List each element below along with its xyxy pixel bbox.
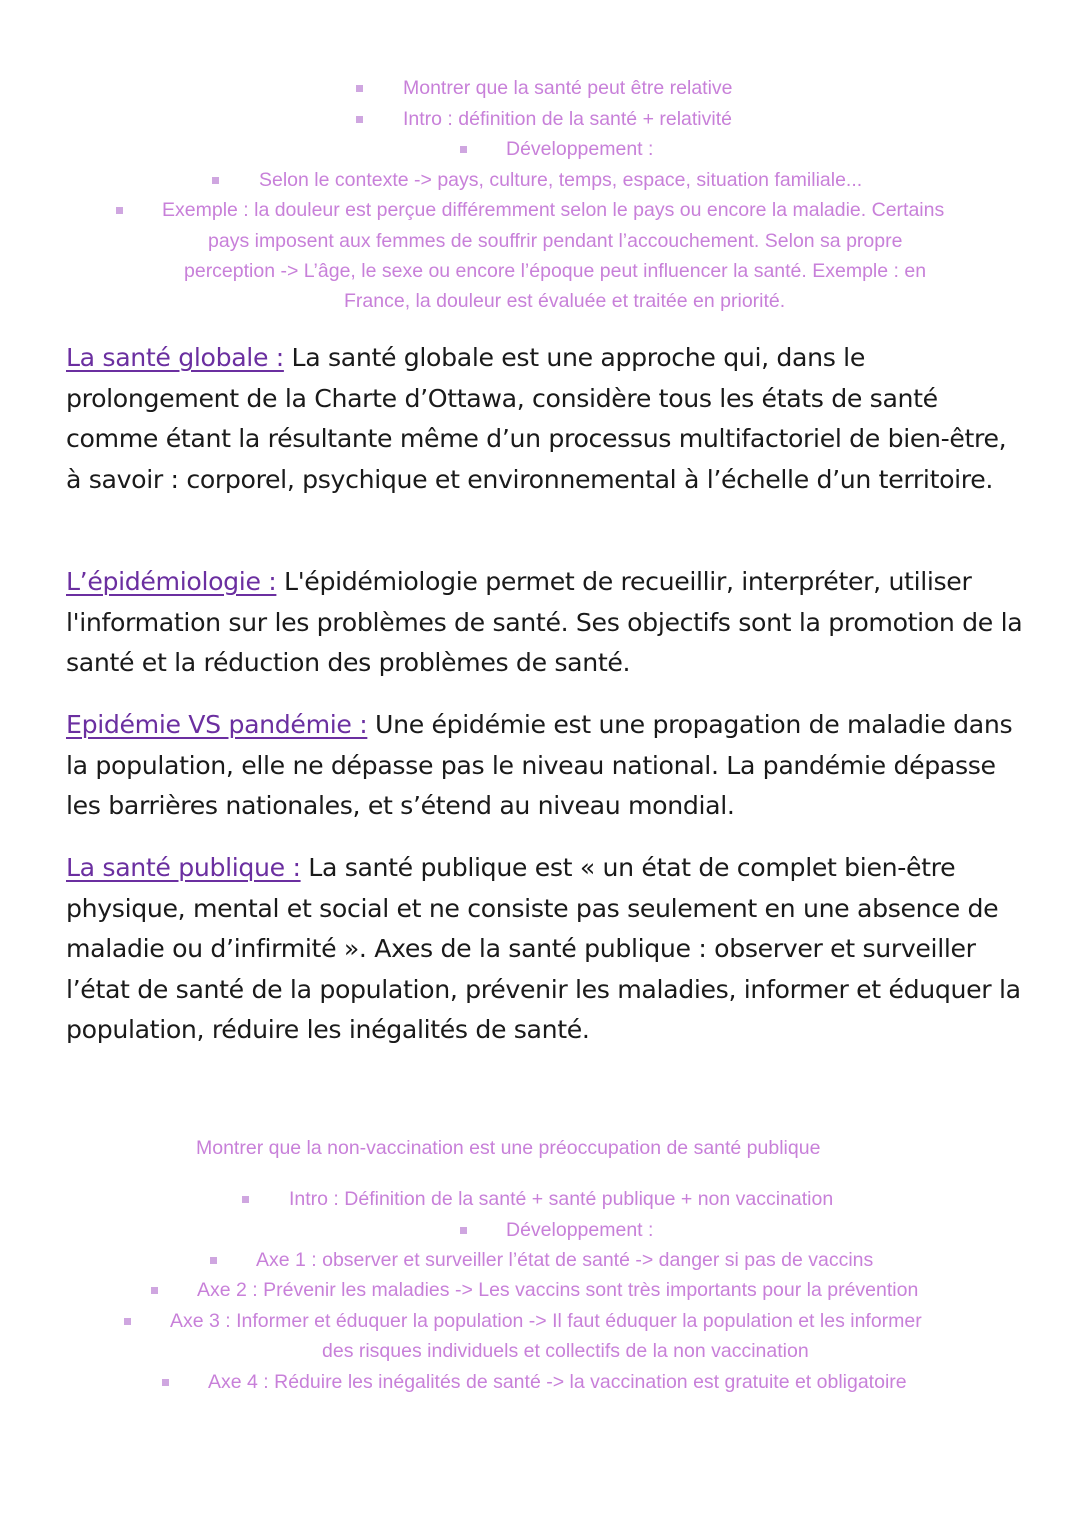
- bullet-icon: [460, 146, 467, 153]
- outline-line-text: France, la douleur est évaluée et traitée en priorité.: [344, 290, 786, 312]
- definition-body: Une épidémie est une propagation de maladie dans la population, elle ne dépasse pas le niveau national. La pandémie dépasse les barrières nationales, et s’étend au niveau mondial.: [66, 710, 1013, 820]
- definition-term: L’épidémiologie :: [66, 567, 277, 596]
- outline-title-text: Montrer que la non-vaccination est une préoccupation de santé publique: [196, 1137, 821, 1159]
- definition-body: La santé globale est une approche qui, dans le prolongement de la Charte d’Ottawa, considère tous les états de santé comme étant la résultante même d’un processus multifactoriel de bien-être, à savoir : corporel, psychique et environnemental à l’échelle d’un territoire.: [66, 343, 1007, 494]
- outline-line-text: Selon le contexte -> pays, culture, temps, espace, situation familiale...: [259, 169, 863, 191]
- outline-line-text: Développement :: [506, 1219, 654, 1241]
- bullet-icon: [242, 1196, 249, 1203]
- outline-line-text: pays imposent aux femmes de souffrir pendant l’accouchement. Selon sa propre: [208, 230, 903, 252]
- bullet-icon: [460, 1227, 467, 1234]
- bullet-icon: [151, 1287, 158, 1294]
- outline-line-text: Axe 4 : Réduire les inégalités de santé -> la vaccination est gratuite et obligatoire: [208, 1371, 907, 1393]
- bullet-icon: [162, 1379, 169, 1386]
- outline-line-text: Intro : Définition de la santé + santé publique + non vaccination: [289, 1188, 834, 1210]
- definition-term: Epidémie VS pandémie :: [66, 710, 368, 739]
- outline-line-text: Axe 1 : observer et surveiller l’état de santé -> danger si pas de vaccins: [256, 1249, 874, 1271]
- bullet-icon: [116, 207, 123, 214]
- definition-epidemic-vs-pandemic: [66, 705, 1026, 827]
- outline-line-text: des risques individuels et collectifs de la non vaccination: [322, 1340, 809, 1362]
- outline-line-text: Intro : définition de la santé + relativité: [403, 108, 732, 130]
- definition-body: La santé publique est « un état de complet bien-être physique, mental et social et ne consiste pas seulement en une absence de maladie ou d’infirmité ». Axes de la santé publique : observer et surveiller l’état de santé de la population, prévenir les maladies, informer et éduquer la population, réduire les inégalités de santé.: [66, 853, 1021, 1044]
- definition-term: La santé publique :: [66, 853, 301, 882]
- bullet-icon: [356, 85, 363, 92]
- definition-public-health: [66, 848, 1026, 1051]
- outline-line-text: Développement :: [506, 138, 654, 160]
- definition-global-health: [66, 338, 1026, 500]
- outline-line-text: Montrer que la santé peut être relative: [403, 77, 733, 99]
- definition-epidemiology: [66, 562, 1026, 684]
- bullet-icon: [356, 116, 363, 123]
- outline-line-text: Axe 3 : Informer et éduquer la population -> Il faut éduquer la population et les informer: [170, 1310, 922, 1332]
- definition-body: L'épidémiologie permet de recueillir, interpréter, utiliser l'information sur les problèmes de santé. Ses objectifs sont la promotion de la santé et la réduction des problèmes de santé.: [66, 567, 1023, 677]
- bullet-icon: [124, 1318, 131, 1325]
- outline-line-text: Axe 2 : Prévenir les maladies -> Les vaccins sont très importants pour la prévention: [197, 1279, 919, 1301]
- definition-term: La santé globale :: [66, 343, 284, 372]
- bullet-icon: [210, 1257, 217, 1264]
- outline-line-text: Exemple : la douleur est perçue différemment selon le pays ou encore la maladie. Certains: [162, 199, 945, 221]
- bullet-icon: [212, 177, 219, 184]
- outline-line-text: perception -> L’âge, le sexe ou encore l’époque peut influencer la santé. Exemple : en: [184, 260, 927, 282]
